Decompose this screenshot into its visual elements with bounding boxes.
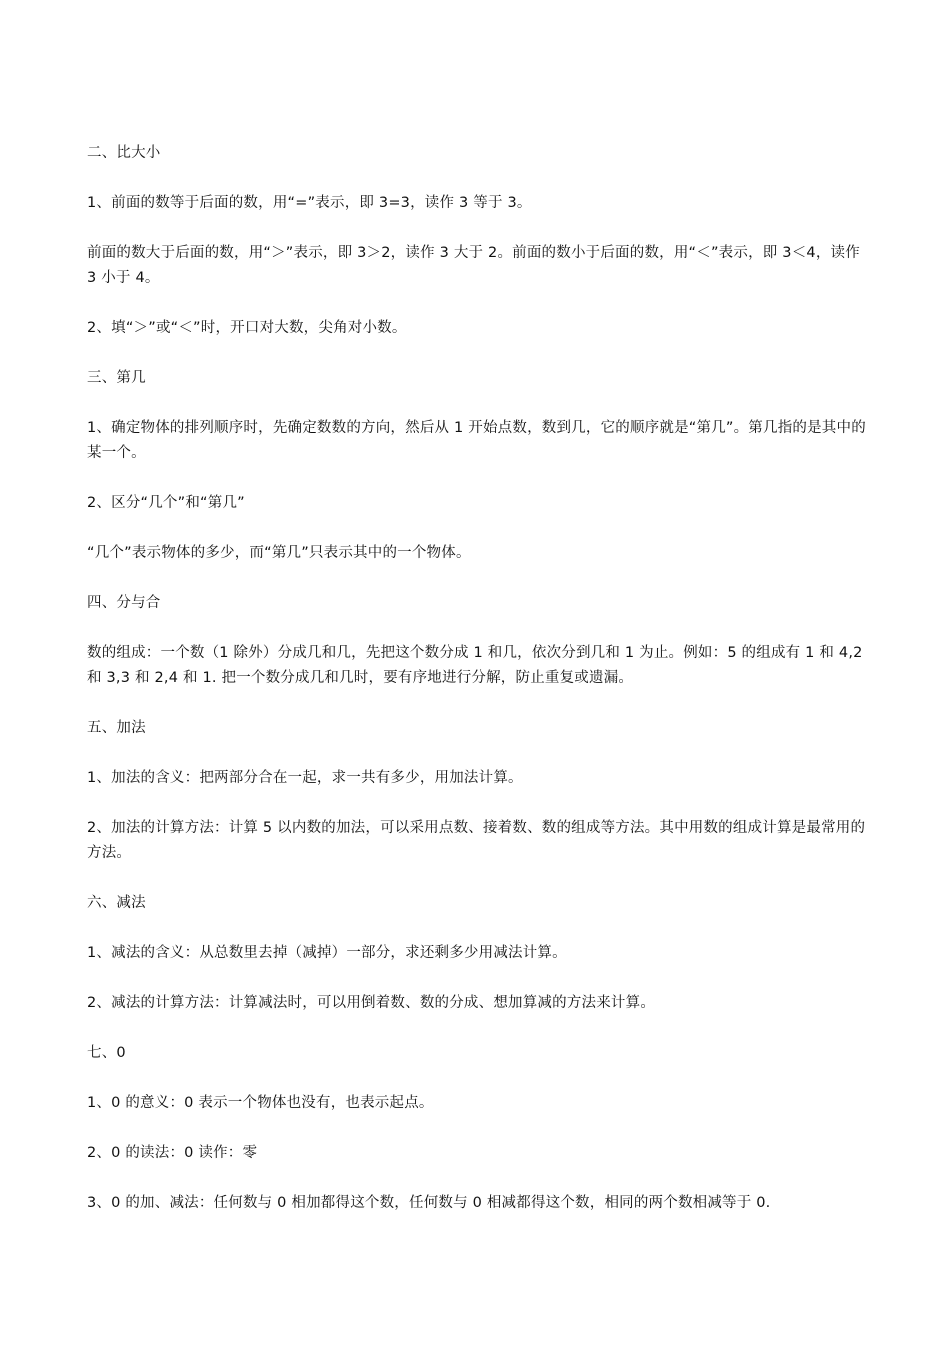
- section-heading-ordinal: 三、第几: [87, 370, 146, 386]
- paragraph-greater-less: 前面的数大于后面的数，用“＞”表示，即 3＞2，读作 3 大于 2。前面的数小于后面的数，用“＜”表示，即 3＜4，读作 3 小于 4。: [87, 245, 860, 286]
- section-heading-addition: 五、加法: [87, 720, 146, 736]
- paragraph-zero-arithmetic: 3、0 的加、减法：任何数与 0 相加都得这个数，任何数与 0 相减都得这个数，相同的两个数相减等于 0.: [87, 1195, 771, 1211]
- section-heading-zero: 七、0: [87, 1045, 126, 1061]
- paragraph-fill-sign: 2、填“＞”或“＜”时，开口对大数，尖角对小数。: [87, 320, 407, 336]
- section-heading-decompose: 四、分与合: [87, 595, 161, 611]
- paragraph-number-composition: 数的组成：一个数（1 除外）分成几和几，先把这个数分成 1 和几，依次分到几和 1 为止。例如：5 的组成有 1 和 4,2 和 3,3 和 2,4 和 1. 把一个数分成几和几时，要有序地进行分解，防止重复或遗漏。: [87, 645, 863, 686]
- paragraph-ordinal-distinguish: 2、区分“几个”和“第几”: [87, 495, 245, 511]
- paragraph-zero-meaning: 1、0 的意义：0 表示一个物体也没有，也表示起点。: [87, 1095, 434, 1111]
- paragraph-addition-method: 2、加法的计算方法：计算 5 以内数的加法，可以采用点数、接着数、数的组成等方法。其中用数的组成计算是最常用的方法。: [87, 820, 866, 861]
- paragraph-subtraction-meaning: 1、减法的含义：从总数里去掉（减掉）一部分，求还剩多少用减法计算。: [87, 945, 567, 961]
- paragraph-zero-reading: 2、0 的读法：0 读作：零: [87, 1145, 258, 1161]
- paragraph-equal: 1、前面的数等于后面的数，用“=”表示，即 3=3，读作 3 等于 3。: [87, 195, 532, 211]
- section-heading-subtraction: 六、减法: [87, 895, 146, 911]
- paragraph-subtraction-method: 2、减法的计算方法：计算减法时，可以用倒着数、数的分成、想加算减的方法来计算。: [87, 995, 656, 1011]
- paragraph-addition-meaning: 1、加法的含义：把两部分合在一起，求一共有多少，用加法计算。: [87, 770, 523, 786]
- section-heading-compare: 二、比大小: [87, 145, 161, 161]
- paragraph-ordinal-order: 1、确定物体的排列顺序时，先确定数数的方向，然后从 1 开始点数，数到几，它的顺序就是“第几”。第几指的是其中的某一个。: [87, 420, 866, 461]
- paragraph-ordinal-meaning: “几个”表示物体的多少，而“第几”只表示其中的一个物体。: [87, 545, 471, 561]
